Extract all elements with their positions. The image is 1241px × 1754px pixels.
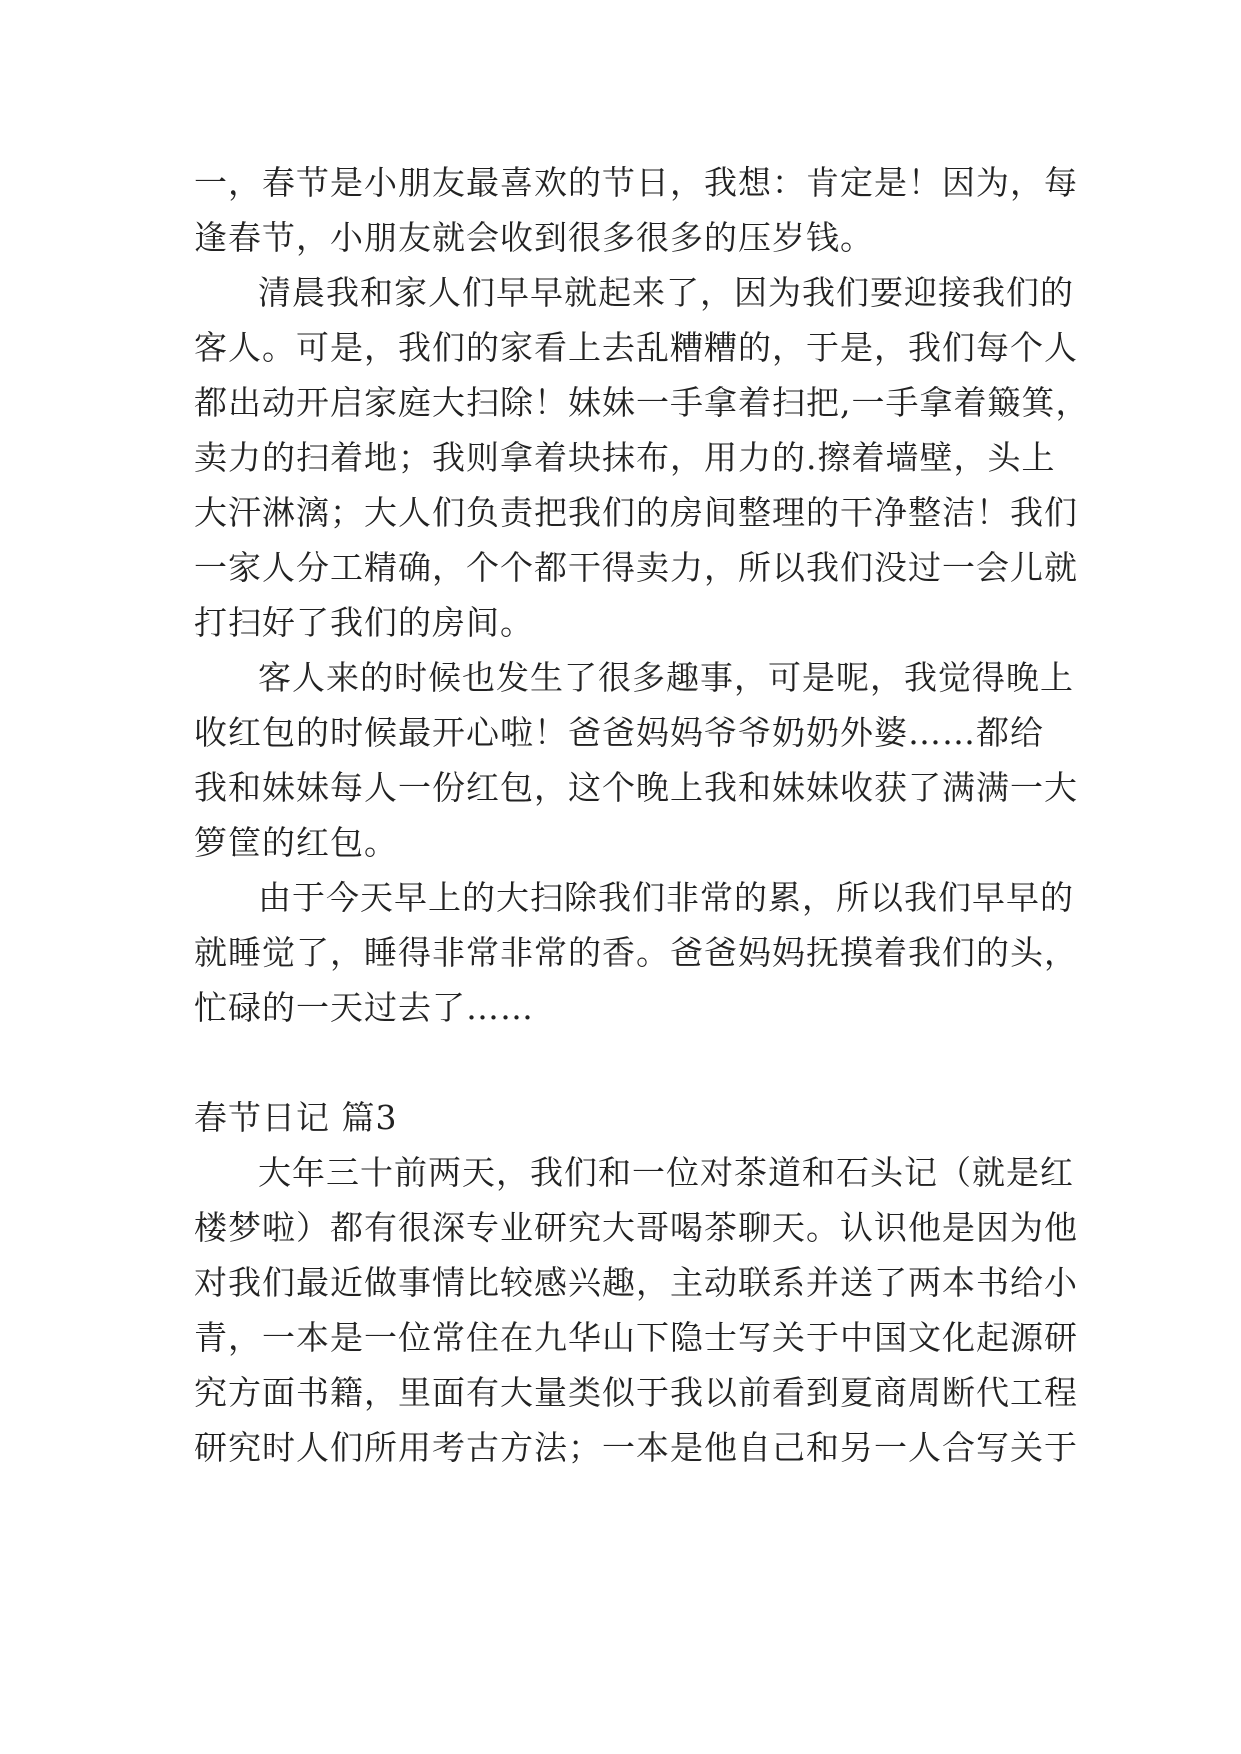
paragraph-3-line-3: 我和妹妹每人一份红包，这个晚上我和妹妹收获了满满一大 xyxy=(194,768,1078,807)
paragraph-4-line-3: 忙碌的一天过去了…… xyxy=(194,988,534,1027)
paragraph-2-line-5: 大汗淋漓；大人们负责把我们的房间整理的干净整洁！我们 xyxy=(194,493,1078,532)
paragraph-2-line-1: 清晨我和家人们早早就起来了，因为我们要迎接我们的 xyxy=(258,273,1074,312)
paragraph-5-line-5: 究方面书籍，里面有大量类似于我以前看到夏商周断代工程 xyxy=(194,1373,1078,1412)
paragraph-3-line-2: 收红包的时候最开心啦！爸爸妈妈爷爷奶奶外婆……都给 xyxy=(194,713,1044,752)
paragraph-3-line-1: 客人来的时候也发生了很多趣事，可是呢，我觉得晚上 xyxy=(258,658,1074,697)
paragraph-2-line-4: 卖力的扫着地；我则拿着块抹布，用力的.擦着墙壁，头上 xyxy=(194,438,1056,477)
section-heading: 春节日记 篇3 xyxy=(194,1098,398,1137)
paragraph-5-line-4: 青，一本是一位常住在九华山下隐士写关于中国文化起源研 xyxy=(194,1318,1078,1357)
paragraph-2-line-2: 客人。可是，我们的家看上去乱糟糟的，于是，我们每个人 xyxy=(194,328,1078,367)
paragraph-3-line-4: 箩筐的红包。 xyxy=(194,823,398,862)
paragraph-4-line-2: 就睡觉了，睡得非常非常的香。爸爸妈妈抚摸着我们的头， xyxy=(194,933,1078,972)
paragraph-5-line-6: 研究时人们所用考古方法；一本是他自己和另一人合写关于 xyxy=(194,1428,1078,1467)
paragraph-2-line-7: 打扫好了我们的房间。 xyxy=(194,603,534,642)
paragraph-5-line-1: 大年三十前两天，我们和一位对茶道和石头记（就是红 xyxy=(258,1153,1074,1192)
paragraph-2-line-6: 一家人分工精确，个个都干得卖力，所以我们没过一会儿就 xyxy=(194,548,1078,587)
paragraph-4-line-1: 由于今天早上的大扫除我们非常的累，所以我们早早的 xyxy=(258,878,1074,917)
paragraph-1-line-2: 逢春节，小朋友就会收到很多很多的压岁钱。 xyxy=(194,218,874,257)
paragraph-2-line-3: 都出动开启家庭大扫除！妹妹一手拿着扫把,一手拿着簸箕， xyxy=(194,383,1090,422)
paragraph-5-line-3: 对我们最近做事情比较感兴趣，主动联系并送了两本书给小 xyxy=(194,1263,1078,1302)
paragraph-1-line-1: 一，春节是小朋友最喜欢的节日，我想：肯定是！因为，每 xyxy=(194,163,1078,202)
paragraph-5-line-2: 楼梦啦）都有很深专业研究大哥喝茶聊天。认识他是因为他 xyxy=(194,1208,1078,1247)
